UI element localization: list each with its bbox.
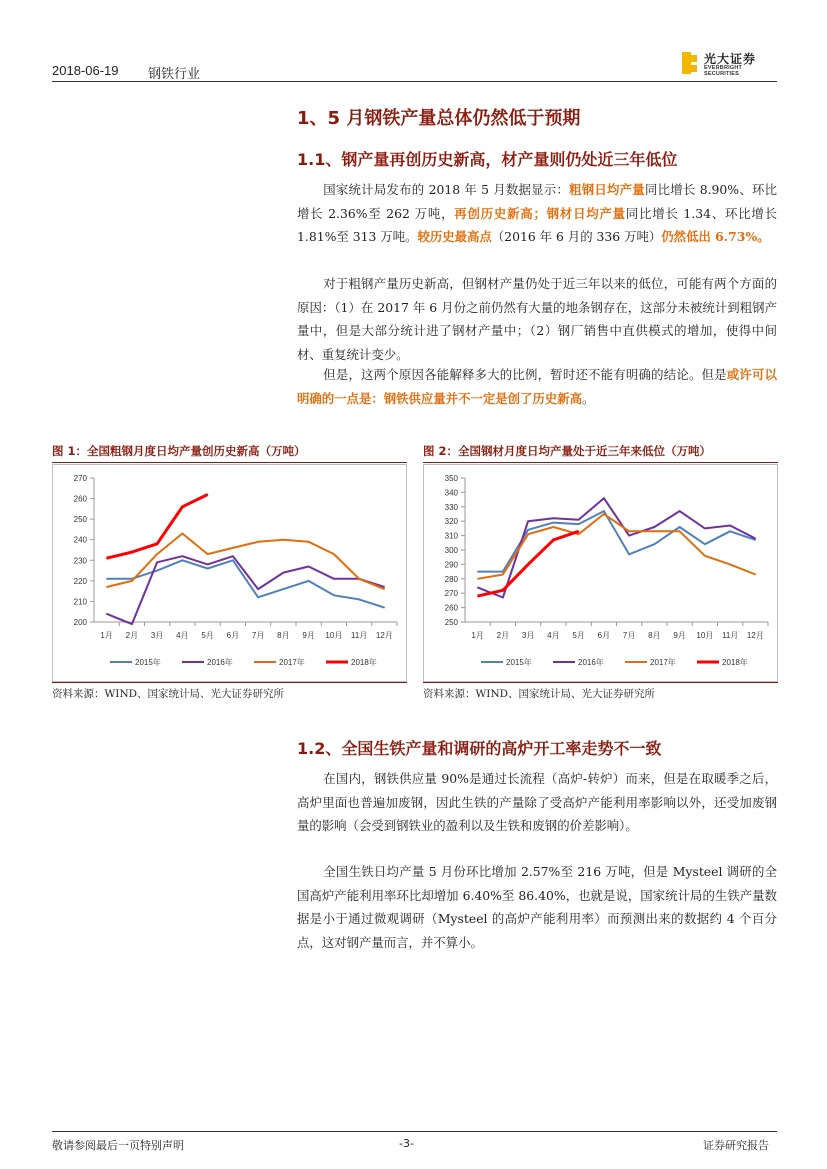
data-point xyxy=(333,578,334,579)
data-point xyxy=(578,523,579,524)
data-point xyxy=(528,534,529,535)
highlight-text: 再创历史新高；钢材日均产量 xyxy=(454,205,626,221)
data-point xyxy=(528,564,529,565)
data-point xyxy=(131,580,132,581)
data-point xyxy=(755,538,756,539)
data-point xyxy=(207,554,208,555)
data-point xyxy=(258,541,259,542)
data-point xyxy=(359,578,360,579)
data-point xyxy=(106,586,107,587)
section-1-heading: 1、5 月钢铁产量总体仍然低于预期 xyxy=(297,108,581,129)
x-tick-label: 12月 xyxy=(375,631,393,640)
data-point xyxy=(359,599,360,600)
figure-2-bottom-rule xyxy=(423,682,778,683)
data-point xyxy=(704,555,705,556)
data-point xyxy=(384,607,385,608)
x-tick-label: 6月 xyxy=(597,631,611,640)
data-point xyxy=(333,554,334,555)
body-text: 同比增长 1.34、环比增长 1.81%至 313 万吨。 xyxy=(297,205,778,244)
data-point xyxy=(283,539,284,540)
x-tick-label: 9月 xyxy=(673,631,686,640)
data-point xyxy=(232,556,233,557)
x-tick-label: 1月 xyxy=(100,631,113,640)
data-point xyxy=(629,531,630,532)
body-text: 同比增长 8.90%、环比增长 2.36%至 262 万吨， xyxy=(297,182,777,221)
data-point xyxy=(308,580,309,581)
figure-1-top-rule xyxy=(52,462,407,463)
data-point xyxy=(679,526,680,527)
x-tick-label: 2月 xyxy=(125,631,139,640)
data-point xyxy=(106,613,107,614)
data-point xyxy=(182,533,183,534)
data-point xyxy=(333,595,334,596)
data-point xyxy=(528,529,529,530)
highlight-text: 仍然低出 6.73%。 xyxy=(661,229,770,244)
x-tick-label: 4月 xyxy=(547,631,560,640)
y-tick-label: 270 xyxy=(444,589,458,599)
data-point xyxy=(629,554,630,555)
header-divider xyxy=(52,81,777,82)
y-tick-label: 320 xyxy=(444,517,458,527)
x-tick-label: 2月 xyxy=(496,631,510,640)
x-tick-label: 12月 xyxy=(746,631,764,640)
data-point xyxy=(553,526,554,527)
y-tick-label: 350 xyxy=(444,474,458,483)
y-tick-label: 240 xyxy=(73,535,87,545)
x-tick-label: 7月 xyxy=(251,631,265,640)
data-point xyxy=(603,498,604,499)
x-tick-label: 11月 xyxy=(721,631,739,640)
data-point xyxy=(603,511,604,512)
data-point xyxy=(704,528,705,529)
data-point xyxy=(578,534,579,535)
body-text: （2016 年 6 月的 336 万吨） xyxy=(491,229,662,244)
logo-text-en: EVERBRIGHT SECURITIES xyxy=(704,65,743,77)
y-tick-label: 270 xyxy=(73,474,87,483)
report-date: 2018-06-19 xyxy=(52,63,119,78)
data-point xyxy=(106,558,107,559)
data-point xyxy=(502,590,503,591)
figure-2-source: 资料来源：WIND、国家统计局、光大证券研究所 xyxy=(423,688,656,700)
chart-frame xyxy=(424,465,778,682)
paragraph-5-text: 全国生铁日均产量 5 月份环比增加 2.57%至 216 万吨，但是 Mysteel 调研的全国高炉产能利用率环比却增加 6.40%至 86.40%，也就是说，国家统计局的生铁产量数据是小于通过微观调研（Mysteel 的高炉产能利用率）而预测出来的数据约 4 个百分点，这对钢产量而言，并不算小。 xyxy=(297,864,777,950)
industry-label: 钢铁行业 xyxy=(148,67,201,82)
data-point xyxy=(629,535,630,536)
data-point xyxy=(477,571,478,572)
y-tick-label: 330 xyxy=(444,502,458,512)
data-point xyxy=(232,560,233,561)
x-tick-label: 10月 xyxy=(696,631,714,640)
data-point xyxy=(578,519,579,520)
data-point xyxy=(730,531,731,532)
x-tick-label: 3月 xyxy=(150,631,164,640)
legend-label: 2015年 xyxy=(135,658,161,667)
data-point xyxy=(477,587,478,588)
body-text: 但是，这两个原因各能解释多大的比例，暂时还不能有明确的结论。但是 xyxy=(323,367,727,382)
data-point xyxy=(207,568,208,569)
data-point xyxy=(131,551,132,552)
legend-label: 2016年 xyxy=(578,658,604,667)
y-tick-label: 280 xyxy=(444,574,458,584)
x-tick-label: 6月 xyxy=(226,631,240,640)
data-point xyxy=(477,578,478,579)
data-point xyxy=(157,554,158,555)
data-point xyxy=(258,597,259,598)
data-point xyxy=(157,543,158,544)
data-point xyxy=(704,544,705,545)
data-point xyxy=(207,564,208,565)
data-point xyxy=(384,588,385,589)
figure-2-chart xyxy=(423,464,778,682)
y-tick-label: 310 xyxy=(444,531,458,541)
data-point xyxy=(283,588,284,589)
x-tick-label: 3月 xyxy=(521,631,535,640)
x-tick-label: 10月 xyxy=(325,631,343,640)
legend-label: 2018年 xyxy=(722,658,748,667)
paragraph-5 xyxy=(297,860,777,954)
data-point xyxy=(258,588,259,589)
data-point xyxy=(106,578,107,579)
data-point xyxy=(730,525,731,526)
company-logo xyxy=(682,50,778,78)
paragraph-2 xyxy=(297,272,777,366)
x-tick-label: 9月 xyxy=(302,631,315,640)
figure-1-bottom-rule xyxy=(52,682,407,683)
data-point xyxy=(384,586,385,587)
data-point xyxy=(528,521,529,522)
x-tick-label: 8月 xyxy=(277,631,290,640)
y-tick-label: 250 xyxy=(444,618,458,627)
legend-label: 2017年 xyxy=(650,658,676,667)
legend-label: 2018年 xyxy=(351,658,377,667)
legend-label: 2017年 xyxy=(279,658,305,667)
data-point xyxy=(308,541,309,542)
x-tick-label: 1月 xyxy=(471,631,484,640)
data-point xyxy=(654,531,655,532)
x-tick-label: 5月 xyxy=(201,631,214,640)
figure-1-title: 图 1：全国粗钢月度日均产量创历史新高（万吨） xyxy=(52,444,306,458)
paragraph-3 xyxy=(297,363,777,410)
figure-2-top-rule xyxy=(423,462,778,463)
footer-disclaimer: 敬请参阅最后一页特别声明 xyxy=(52,1139,184,1152)
data-point xyxy=(553,518,554,519)
x-tick-label: 11月 xyxy=(350,631,368,640)
paragraph-4-text: 在国内，钢铁供应量 90%是通过长流程（高炉-转炉）而来，但是在取暖季之后，高炉里面也普遍加废钢，因此生铁的产量除了受高炉产能利用率影响以外，还受加废钢量的影响（会受到钢铁业的盈利以及生铁和废钢的价差影响）。 xyxy=(297,771,777,833)
y-tick-label: 200 xyxy=(73,618,87,627)
y-tick-label: 340 xyxy=(444,488,458,498)
figure-1-source: 资料来源：WIND、国家统计局、光大证券研究所 xyxy=(52,688,285,700)
x-tick-label: 5月 xyxy=(572,631,585,640)
y-tick-label: 210 xyxy=(73,597,87,607)
figure-1-chart xyxy=(52,464,407,682)
highlight-text: 或许可以明确的一点是：钢铁供应量并不一定是创了历史新高 xyxy=(297,367,778,406)
data-point xyxy=(578,531,579,532)
data-point xyxy=(755,539,756,540)
logo-mark-icon xyxy=(682,52,698,74)
page-number: -3- xyxy=(399,1137,414,1150)
section-1-2-heading: 1.2、全国生铁产量和调研的高炉开工率走势不一致 xyxy=(297,739,662,758)
data-point xyxy=(553,522,554,523)
data-point xyxy=(182,560,183,561)
y-tick-label: 260 xyxy=(444,603,458,613)
legend-label: 2016年 xyxy=(207,658,233,667)
x-tick-label: 4月 xyxy=(176,631,189,640)
data-point xyxy=(755,574,756,575)
data-point xyxy=(553,539,554,540)
data-point xyxy=(502,597,503,598)
data-point xyxy=(603,513,604,514)
footer-divider xyxy=(52,1131,777,1132)
paragraph-4 xyxy=(297,767,777,838)
legend-label: 2015年 xyxy=(506,658,532,667)
y-tick-label: 220 xyxy=(73,576,87,586)
y-tick-label: 300 xyxy=(444,546,458,555)
data-point xyxy=(477,595,478,596)
y-tick-label: 230 xyxy=(73,556,87,566)
data-point xyxy=(502,574,503,575)
x-tick-label: 7月 xyxy=(622,631,636,640)
footer-report-type: 证券研究报告 xyxy=(703,1139,769,1152)
body-text: 。 xyxy=(581,390,595,406)
data-point xyxy=(157,562,158,563)
y-tick-label: 250 xyxy=(73,515,87,525)
data-point xyxy=(654,526,655,527)
highlight-text: 粗钢日均产量 xyxy=(569,182,645,197)
data-point xyxy=(182,506,183,507)
logo-text-cn: 光大证券 xyxy=(704,52,757,66)
body-text: 国家统计局发布的 2018 年 5 月数据显示： xyxy=(323,182,570,197)
data-point xyxy=(182,556,183,557)
highlight-text: 较历史最高点 xyxy=(417,229,492,244)
data-point xyxy=(679,511,680,512)
paragraph-2-text: 对于粗钢产量历史新高，但钢材产量仍处于近三年以来的低位，可能有两个方面的原因：（1）在 2017 年 6 月份之前仍然有大量的地条钢存在，这部分未被统计到粗钢产量中，但是大部分统计进了钢材产量中；（2）钢厂销售中直供模式的增加，使得中间材、重复统计变少。 xyxy=(297,276,777,362)
data-point xyxy=(232,547,233,548)
figure-2-title: 图 2：全国钢材月度日均产量处于近三年来低位（万吨） xyxy=(423,444,712,458)
data-point xyxy=(207,494,208,495)
data-point xyxy=(730,564,731,565)
paragraph-1 xyxy=(297,178,777,249)
section-1-1-heading: 1.1、钢产量再创历史新高，材产量则仍处近三年低位 xyxy=(297,150,678,169)
data-point xyxy=(283,572,284,573)
x-tick-label: 8月 xyxy=(648,631,661,640)
data-point xyxy=(131,623,132,624)
data-point xyxy=(308,566,309,567)
data-point xyxy=(157,570,158,571)
data-point xyxy=(654,544,655,545)
y-tick-label: 290 xyxy=(444,560,458,570)
data-point xyxy=(679,531,680,532)
y-tick-label: 260 xyxy=(73,494,87,504)
